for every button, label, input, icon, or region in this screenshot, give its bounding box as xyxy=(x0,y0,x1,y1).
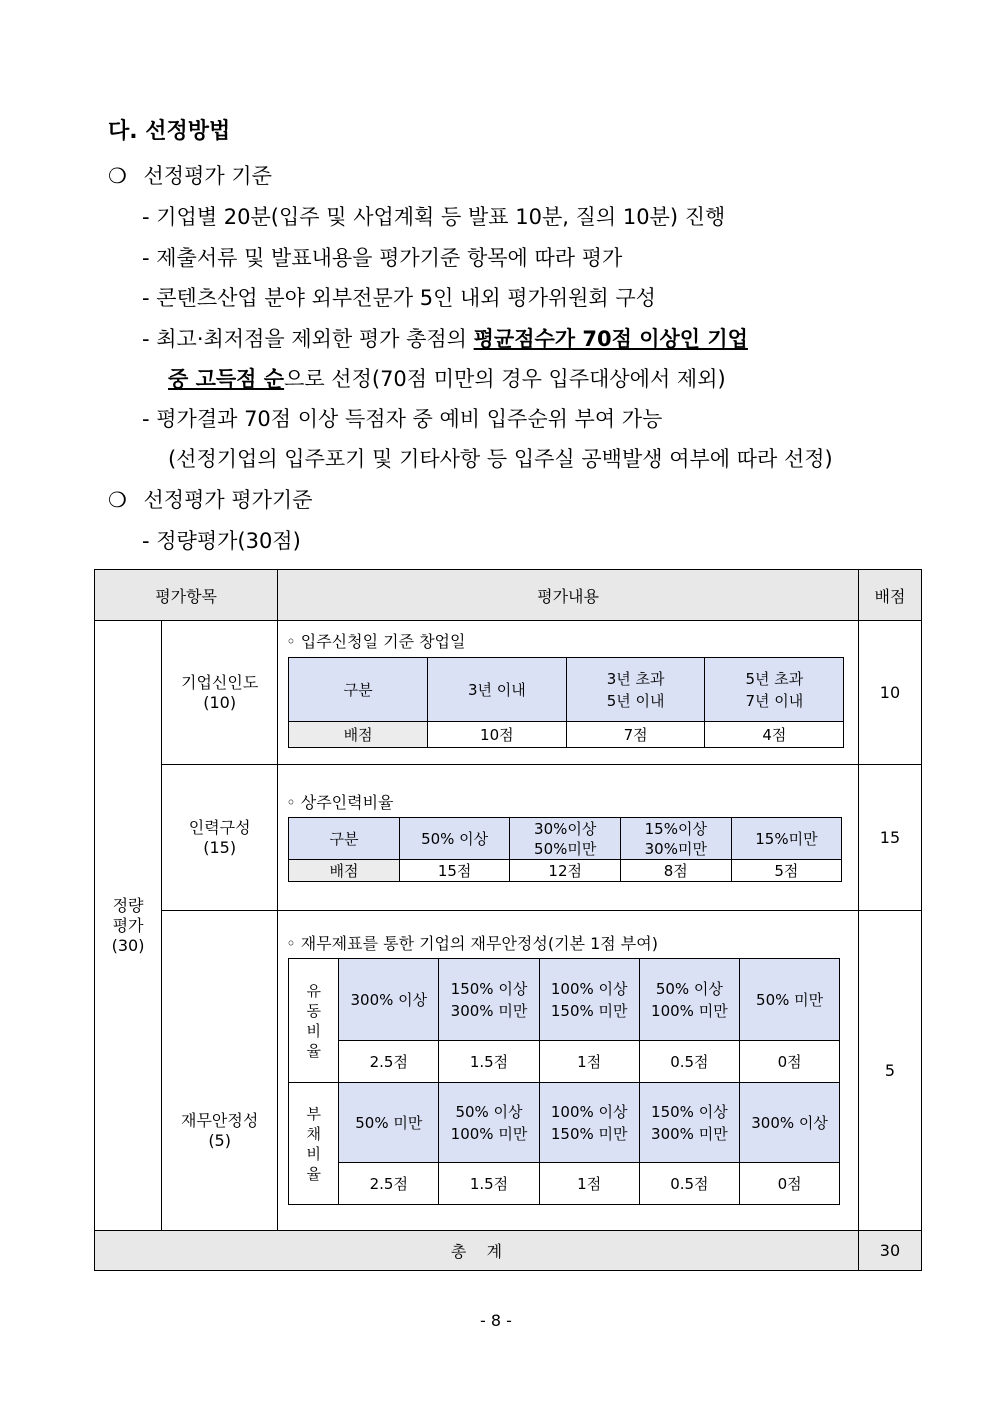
inner-cell: 15점 xyxy=(399,860,510,882)
inner-table xyxy=(288,817,842,882)
points-cell: 10 xyxy=(858,621,921,765)
bullet-line-2 xyxy=(108,484,312,514)
financial-table xyxy=(288,958,840,1205)
list-item-continuation xyxy=(168,363,726,393)
category-label: (30) xyxy=(111,935,145,955)
category-cell xyxy=(95,621,162,1231)
inner-cell: 8점 xyxy=(621,860,732,882)
inner-cell: 10점 xyxy=(427,722,566,748)
inner-header: 50% 이상 100% 미만 xyxy=(639,959,739,1041)
inner-cell: 1.5점 xyxy=(439,1163,539,1205)
inner-header: 50% 이상 100% 미만 xyxy=(439,1083,539,1163)
inner-cell: 2.5점 xyxy=(339,1041,439,1083)
liquidity-ratio-label: 유 동 비 율 xyxy=(289,959,339,1083)
page-number: - 8 - xyxy=(480,1311,512,1330)
criterion-desc: ◦ 재무제표를 통한 기업의 재무안정성(기본 1점 부여) xyxy=(286,934,658,953)
bullet-icon: ❍ xyxy=(108,164,127,188)
list-item: - 기업별 20분(입주 및 사업계획 등 발표 10분, 질의 10분) 진행 xyxy=(142,205,726,229)
inner-header: 구분 xyxy=(289,658,428,722)
criterion-name-cell xyxy=(162,765,278,911)
criterion-name: 재무안정성 xyxy=(181,1110,259,1130)
list-item: - 정량평가(30점) xyxy=(142,529,301,553)
debt-ratio-label: 부 채 비 율 xyxy=(289,1083,339,1205)
emphasis-text: 중 고득점 순 xyxy=(168,367,285,391)
inner-header: 100% 이상 150% 미만 xyxy=(539,959,639,1041)
category-label: 정량 xyxy=(112,895,144,915)
inner-header: 300% 이상 xyxy=(739,1083,839,1163)
list-item xyxy=(142,323,748,353)
list-item-continuation: (선정기업의 입주포기 및 기타사항 등 입주실 공백발생 여부에 따라 선정) xyxy=(168,447,833,471)
header-points: 배점 xyxy=(858,570,921,621)
inner-header: 50% 미만 xyxy=(339,1083,439,1163)
inner-cell: 1점 xyxy=(539,1163,639,1205)
criterion-weight: (10) xyxy=(203,692,237,712)
inner-cell: 12점 xyxy=(510,860,621,882)
inner-header: 3년 이내 xyxy=(427,658,566,722)
inner-cell: 0.5점 xyxy=(639,1041,739,1083)
inner-header: 50% 미만 xyxy=(739,959,839,1041)
total-points: 30 xyxy=(858,1231,921,1271)
criterion-content xyxy=(278,911,859,1231)
list-item-text: 으로 선정(70점 미만의 경우 입주대상에서 제외) xyxy=(284,367,726,391)
inner-header: 100% 이상 150% 미만 xyxy=(539,1083,639,1163)
inner-header: 5년 초과 7년 이내 xyxy=(705,658,844,722)
category-label: 평가 xyxy=(112,915,144,935)
points-cell: 15 xyxy=(858,765,921,911)
emphasis-text: 평균점수가 70점 이상인 기업 xyxy=(473,327,748,351)
total-label: 총 계 xyxy=(95,1231,859,1271)
criterion-weight: (15) xyxy=(203,837,237,857)
list-item: - 콘텐츠산업 분야 외부전문가 5인 내외 평가위원회 구성 xyxy=(142,286,656,310)
inner-header: 15%이상 30%미만 xyxy=(621,818,732,860)
inner-header: 150% 이상 300% 미만 xyxy=(439,959,539,1041)
inner-cell: 7점 xyxy=(566,722,705,748)
list-item: - 제출서류 및 발표내용을 평가기준 항목에 따라 평가 xyxy=(142,246,623,270)
criterion-name-cell xyxy=(162,621,278,765)
inner-header: 구분 xyxy=(289,818,400,860)
inner-header: 300% 이상 xyxy=(339,959,439,1041)
inner-cell: 배점 xyxy=(289,722,428,748)
header-item: 평가항목 xyxy=(95,570,278,621)
header-content: 평가내용 xyxy=(278,570,859,621)
criterion-name: 기업신인도 xyxy=(181,672,259,692)
inner-header: 3년 초과 5년 이내 xyxy=(566,658,705,722)
criterion-desc: ◦ 입주신청일 기준 창업일 xyxy=(286,632,466,651)
inner-cell: 2.5점 xyxy=(339,1163,439,1205)
bullet-title: 선정평가 기준 xyxy=(143,164,272,188)
inner-header: 50% 이상 xyxy=(399,818,510,860)
bullet-icon: ❍ xyxy=(108,488,127,512)
section-heading: 다. 선정방법 xyxy=(108,119,231,144)
inner-cell: 1.5점 xyxy=(439,1041,539,1083)
points-cell: 5 xyxy=(858,911,921,1231)
inner-table xyxy=(288,657,844,748)
inner-cell: 1점 xyxy=(539,1041,639,1083)
list-item: - 평가결과 70점 이상 득점자 중 예비 입주순위 부여 가능 xyxy=(142,407,663,431)
inner-cell: 5점 xyxy=(731,860,842,882)
criterion-desc: ◦ 상주인력비율 xyxy=(286,793,394,812)
inner-cell: 4점 xyxy=(705,722,844,748)
inner-header: 15%미만 xyxy=(731,818,842,860)
criterion-content xyxy=(278,765,859,911)
inner-header: 150% 이상 300% 미만 xyxy=(639,1083,739,1163)
inner-cell: 0점 xyxy=(739,1041,839,1083)
bullet-title: 선정평가 평가기준 xyxy=(143,488,313,512)
criterion-weight: (5) xyxy=(208,1130,231,1150)
criterion-name: 인력구성 xyxy=(188,817,251,837)
bullet-line-1 xyxy=(108,160,272,190)
evaluation-table xyxy=(94,569,922,1271)
criterion-name-cell xyxy=(162,911,278,1231)
inner-cell: 0.5점 xyxy=(639,1163,739,1205)
inner-cell: 배점 xyxy=(289,860,400,882)
criterion-content xyxy=(278,621,859,765)
inner-header: 30%이상 50%미만 xyxy=(510,818,621,860)
inner-cell: 0점 xyxy=(739,1163,839,1205)
list-item-text: - 최고·최저점을 제외한 평가 총점의 xyxy=(142,327,474,351)
